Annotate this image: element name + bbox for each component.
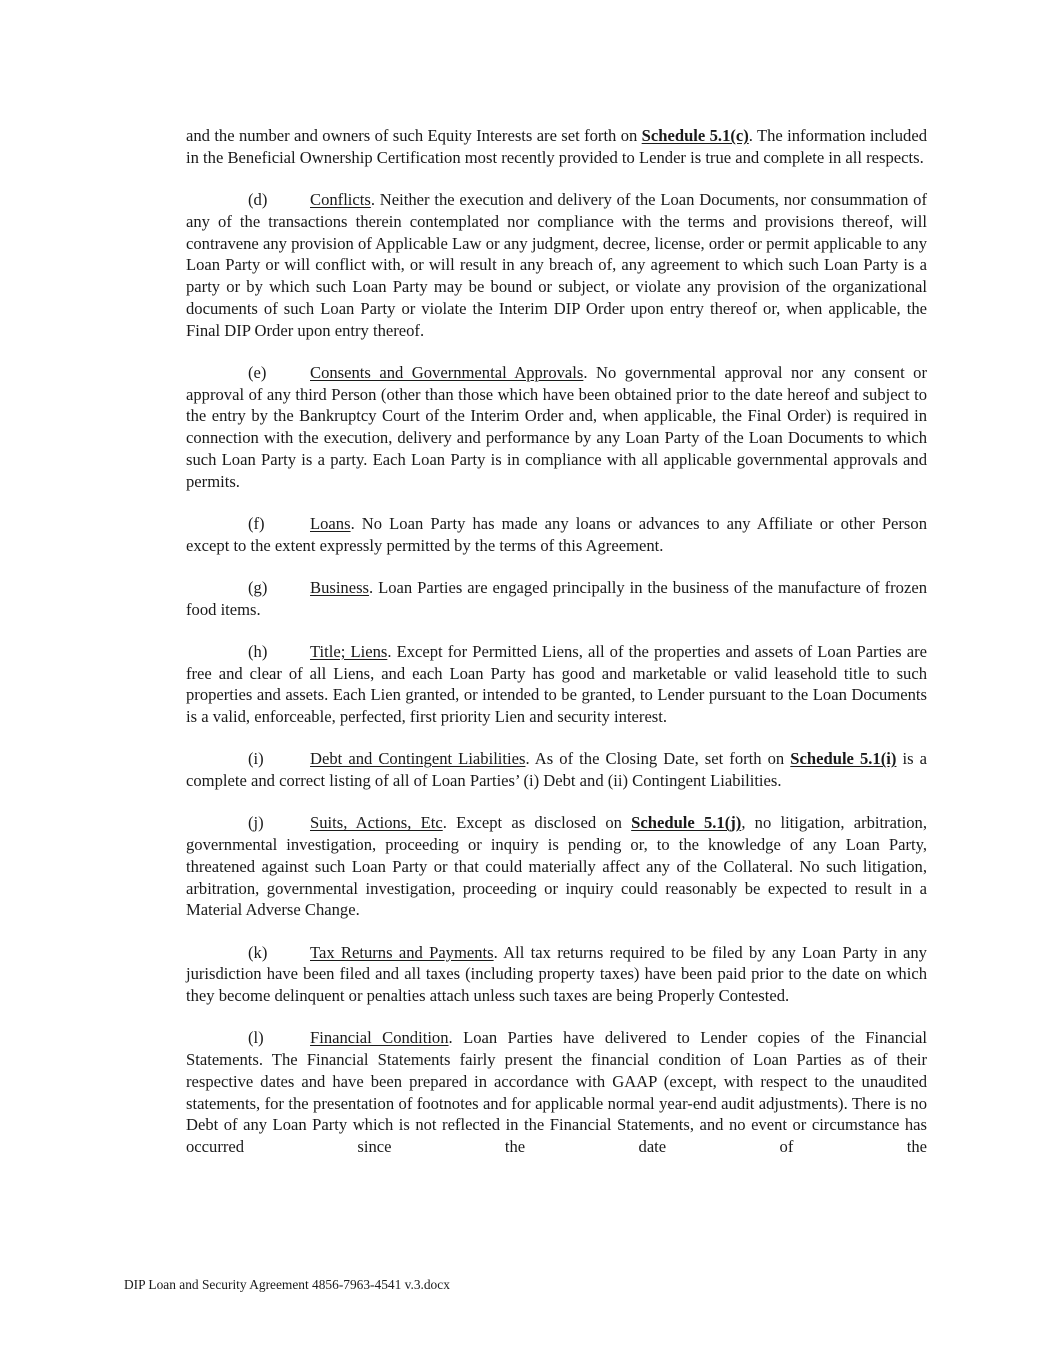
section-body: is a complete and correct listing of all of Loan Parties’ (i) Debt and (ii) Contingent Liabilities. bbox=[186, 749, 927, 790]
schedule-reference: Schedule 5.1(j) bbox=[631, 813, 742, 833]
section-heading: Business bbox=[310, 577, 370, 597]
section-heading: Consents and Governmental Approvals bbox=[310, 362, 584, 382]
section-l bbox=[186, 1027, 927, 1158]
section-number: (j) bbox=[248, 813, 264, 833]
section-number: (e) bbox=[248, 362, 267, 382]
section-number: (g) bbox=[248, 577, 268, 597]
section-g bbox=[186, 577, 927, 621]
schedule-reference: Schedule 5.1(c) bbox=[641, 126, 749, 145]
section-body: . Loan Parties have delivered to Lender copies of the Financial Statements. The Financial Statements fairly present the financial condition of Loan Parties as of their respective dates and have been prepared in accordance with GAAP (except, with respect to the unaudited statements, for the presentation of footnotes and for applicable normal year-end audit adjustments). There is no Debt of any Loan Party which is not reflected in the Financial Statements, and no event or circumstance has occurred since the date of the bbox=[186, 1028, 928, 1156]
section-body: , no litigation, arbitration, governmental investigation, proceeding or inquiry is pending or, to the knowledge of any Loan Party, threatened against such Loan Party or that could materially affect any of the Collateral. No such litigation, arbitration, governmental investigation, proceeding or inquiry could reasonably be expected to result in a Material Adverse Change. bbox=[186, 813, 927, 920]
section-body: . No governmental approval nor any consent or approval of any third Person (other than those which have been obtained prior to the date hereof and subject to the entry by the Bankruptcy Court of the Interim Order and, when applicable, the Final Order) is required in connection with the execution, delivery and performance by any Loan Party of the Loan Documents to which such Loan Party is a party. Each Loan Party is in compliance with all applicable governmental approvals and permits. bbox=[186, 362, 927, 491]
intro-text: . The information included in the Beneficial Ownership Certification most recently provided to Lender is true and complete in all respects. bbox=[186, 126, 927, 167]
section-number: (h) bbox=[248, 641, 268, 661]
section-h bbox=[186, 641, 927, 728]
section-body: . Loan Parties are engaged principally in the business of the manufacture of frozen food items. bbox=[186, 577, 927, 619]
section-e bbox=[186, 362, 927, 493]
section-heading: Conflicts bbox=[310, 190, 371, 209]
section-heading: Loans bbox=[310, 513, 351, 533]
section-body: . Neither the execution and delivery of the Loan Documents, nor consummation of any of the transactions therein contemplated nor compliance with the terms and provisions thereof, will contravene any provision of Applicable Law or any judgment, decree, license, order or permit applicable to any Loan Party or will conflict with, or will result in any breach of, any agreement to which such Loan Party is a party or by which such Loan Party may be bound or subject, or violate any provision of the organizational documents of such Loan Party or violate the Interim DIP Order upon entry thereof or, when applicable, the Final DIP Order upon entry thereof. bbox=[186, 190, 927, 340]
section-heading: Title; Liens bbox=[310, 641, 388, 661]
section-body: . Except for Permitted Liens, all of the properties and assets of Loan Parties are free and clear of all Liens, and each Loan Party has good and marketable or valid leasehold title to such properties and assets. Each Lien granted, or intended to be granted, to Lender pursuant to the Loan Documents is a valid, enforceable, perfected, first priority Lien and security interest. bbox=[186, 641, 927, 726]
section-body: . No Loan Party has made any loans or advances to any Affiliate or other Person except to the extent expressly permitted by the terms of this Agreement. bbox=[186, 513, 927, 555]
document-footer: DIP Loan and Security Agreement 4856-7963-4541 v.3.docx bbox=[124, 1277, 450, 1292]
section-heading: Financial Condition bbox=[310, 1028, 449, 1048]
intro-text: and the number and owners of such Equity Interests are set forth on bbox=[186, 126, 642, 145]
section-body: . All tax returns required to be filed by any Loan Party in any jurisdiction have been filed and all taxes (including property taxes) have been paid prior to the date on which they become delinquent or penalties attach unless such taxes are being Properly Contested. bbox=[186, 942, 927, 1005]
section-f bbox=[186, 513, 927, 557]
section-number: (f) bbox=[248, 513, 265, 533]
section-body: . As of the Closing Date, set forth on bbox=[525, 749, 791, 769]
section-k bbox=[186, 942, 927, 1007]
section-number: (k) bbox=[248, 942, 268, 962]
section-number: (d) bbox=[248, 190, 268, 209]
schedule-reference: Schedule 5.1(i) bbox=[790, 749, 897, 769]
document-body bbox=[186, 125, 927, 1178]
section-heading: Debt and Contingent Liabilities bbox=[310, 749, 526, 769]
section-heading: Suits, Actions, Etc bbox=[310, 813, 443, 833]
section-heading: Tax Returns and Payments bbox=[310, 942, 494, 962]
intro-paragraph bbox=[186, 125, 927, 169]
section-d bbox=[186, 189, 927, 341]
section-i bbox=[186, 748, 927, 792]
section-j bbox=[186, 812, 927, 921]
section-number: (i) bbox=[248, 749, 264, 769]
section-body: . Except as disclosed on bbox=[442, 813, 632, 833]
section-number: (l) bbox=[248, 1028, 264, 1048]
